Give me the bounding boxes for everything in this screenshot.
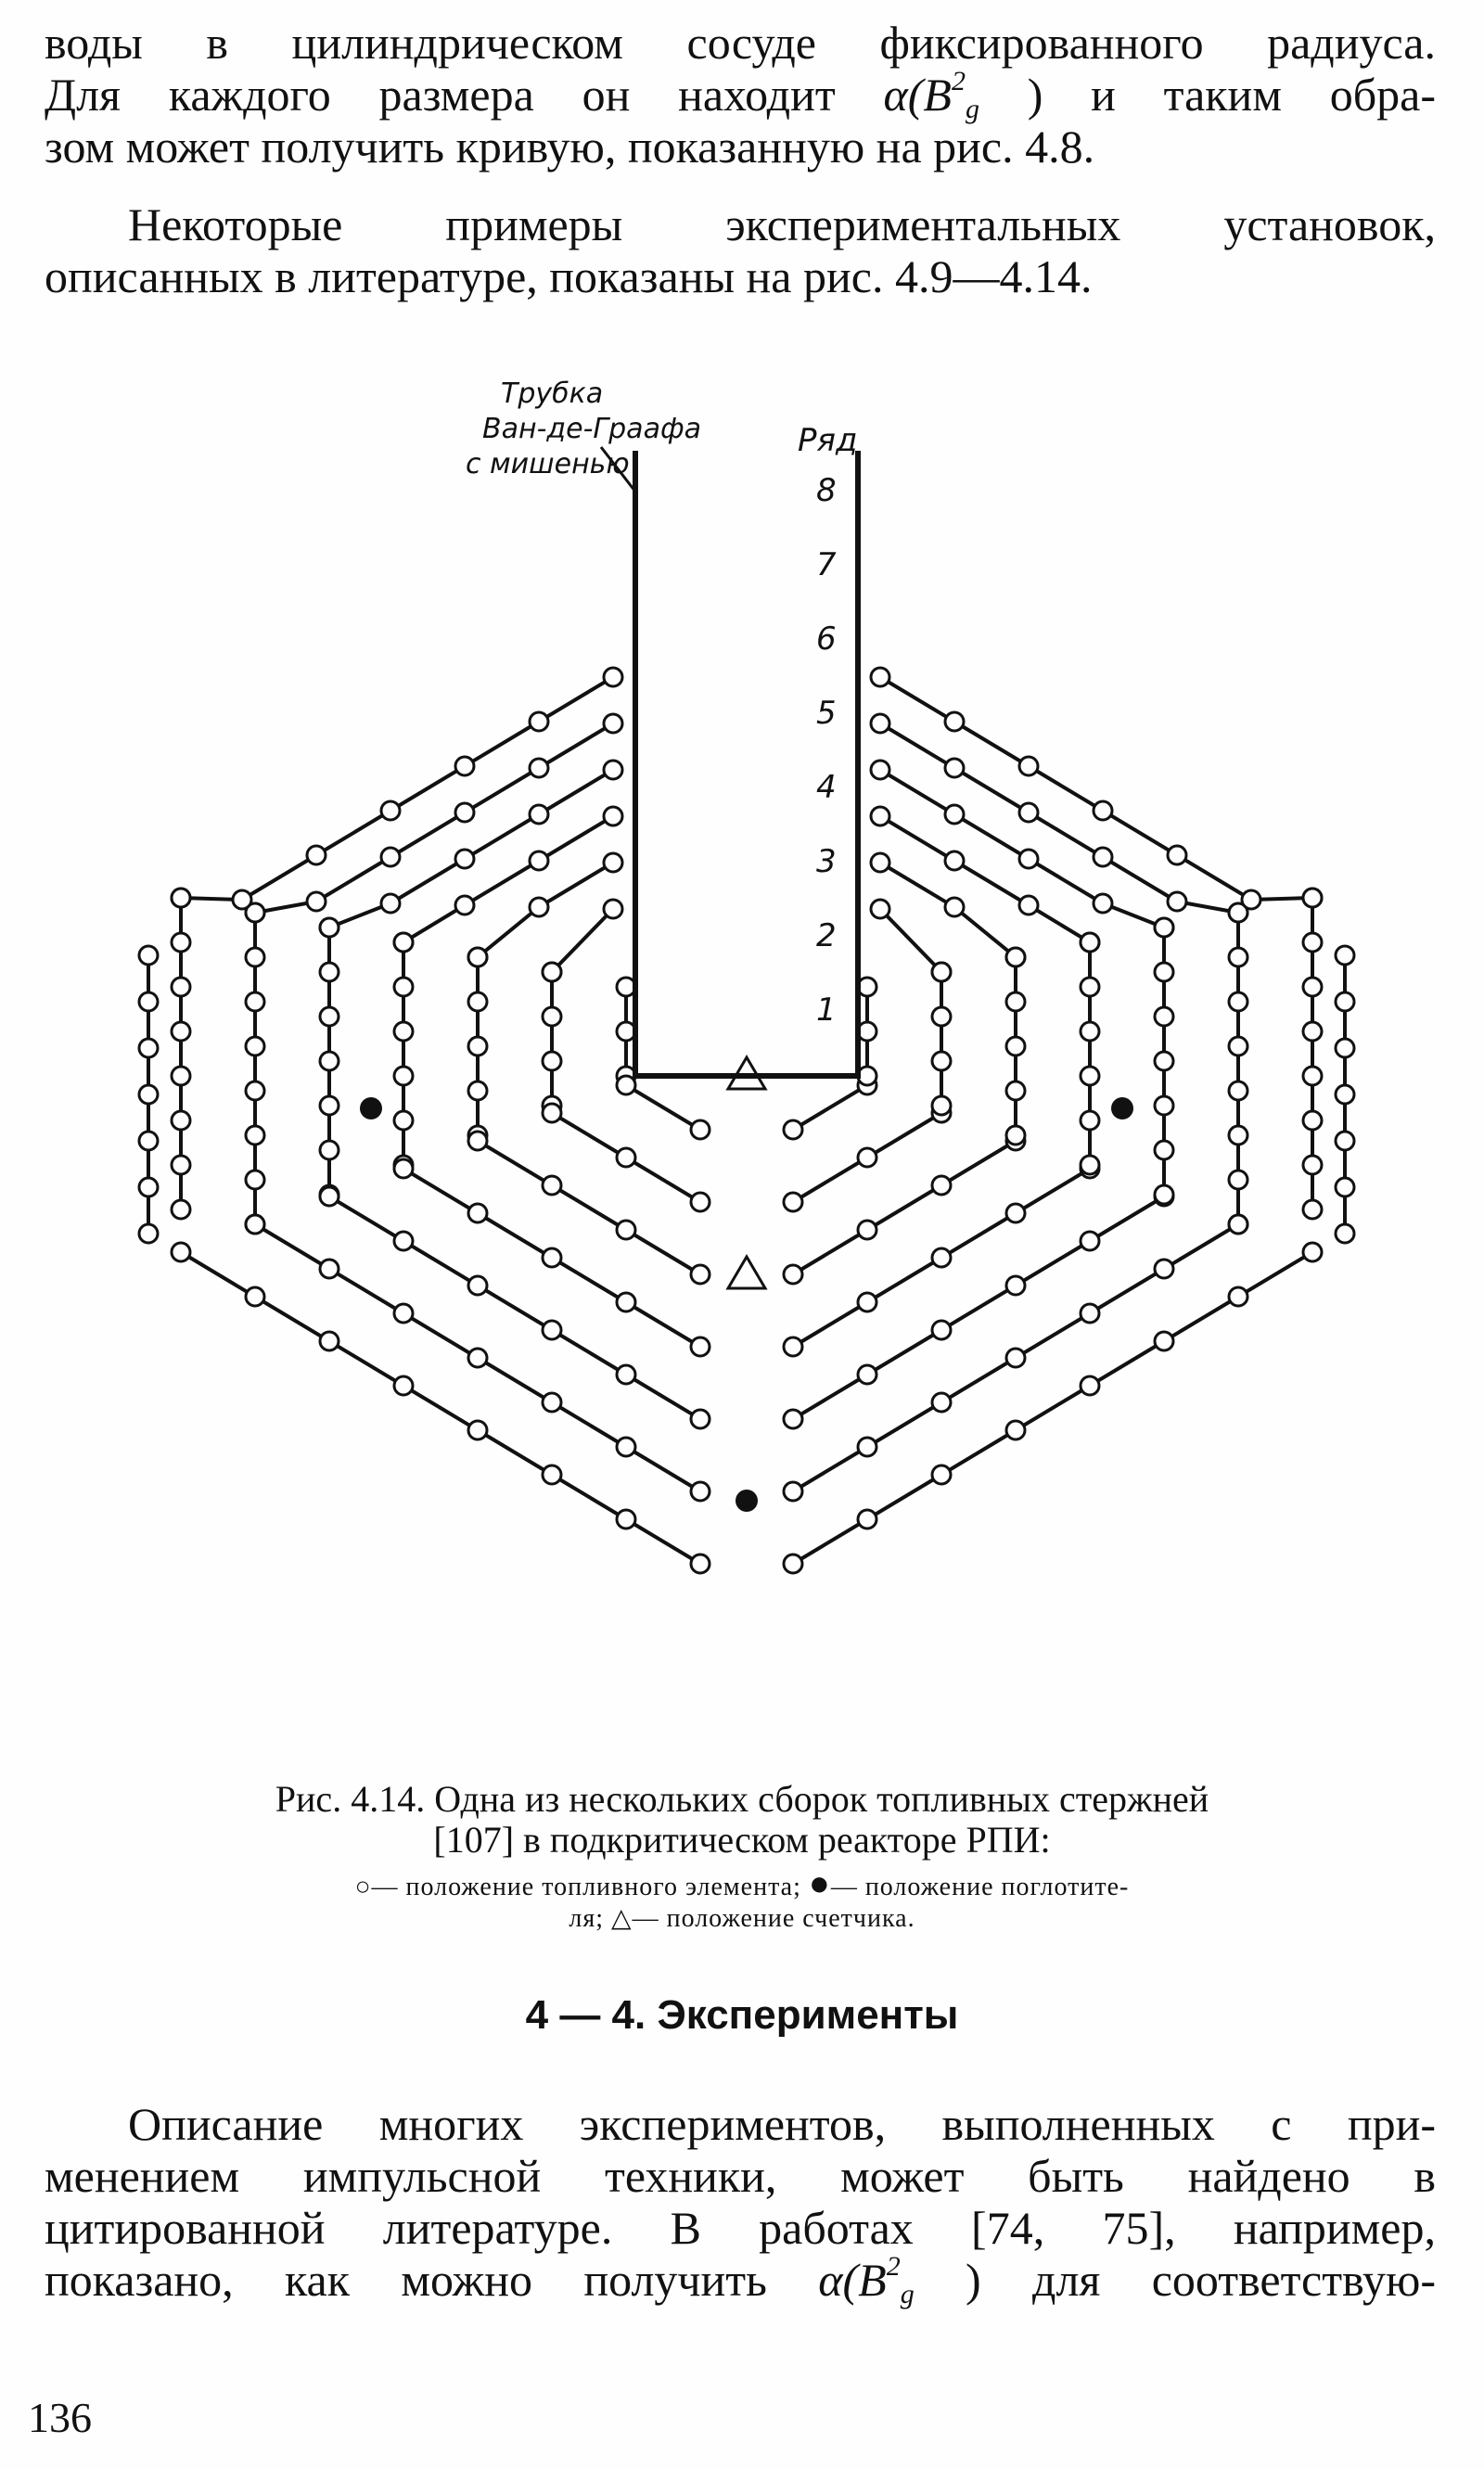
fuel-element-marker bbox=[320, 1260, 339, 1278]
fuel-element-marker bbox=[1081, 1156, 1099, 1174]
tube-label-line: с мишенью bbox=[466, 448, 630, 480]
fuel-element-marker bbox=[543, 1465, 561, 1484]
fuel-element-marker bbox=[932, 1176, 951, 1195]
fuel-element-marker bbox=[1006, 1349, 1025, 1367]
fuel-element-marker bbox=[139, 1178, 158, 1196]
fuel-element-marker bbox=[617, 1148, 635, 1167]
fuel-element-marker bbox=[691, 1410, 710, 1428]
fuel-element-marker bbox=[1303, 1156, 1322, 1174]
fuel-element-marker bbox=[1155, 1332, 1173, 1350]
fuel-element-marker bbox=[320, 1332, 339, 1350]
fuel-element-marker bbox=[871, 900, 889, 918]
fuel-element-marker bbox=[530, 759, 548, 777]
fuel-element-marker bbox=[468, 1276, 487, 1295]
text-line: Некоторые примеры экспериментальных установок, bbox=[128, 198, 1436, 250]
fuel-element-marker bbox=[1168, 892, 1186, 911]
fuel-element-marker bbox=[1303, 1243, 1322, 1261]
fuel-element-marker bbox=[604, 714, 622, 733]
fuel-element-marker bbox=[246, 1081, 264, 1100]
fuel-element-marker bbox=[1155, 1096, 1173, 1115]
fuel-element-marker bbox=[1155, 1007, 1173, 1026]
fuel-element-marker bbox=[871, 714, 889, 733]
fuel-element-marker bbox=[246, 1171, 264, 1189]
fuel-element-marker bbox=[1336, 1224, 1354, 1243]
fuel-element-marker bbox=[871, 668, 889, 686]
page-number: 136 bbox=[28, 2394, 92, 2441]
fuel-element-marker bbox=[604, 761, 622, 779]
row-number: 6 bbox=[816, 620, 837, 658]
fuel-element-marker bbox=[858, 1221, 876, 1239]
fuel-element-marker bbox=[1229, 1215, 1247, 1234]
fuel-element-marker bbox=[172, 933, 190, 952]
text-line: цитированной литературе. В работах [74, 75], например, bbox=[45, 2202, 1436, 2254]
fuel-element-marker bbox=[1303, 1111, 1322, 1130]
fuel-element-marker bbox=[871, 807, 889, 825]
absorber-marker bbox=[360, 1097, 382, 1119]
fuel-element-marker bbox=[617, 1510, 635, 1529]
fuel-element-marker bbox=[320, 1007, 339, 1026]
absorber-marker bbox=[736, 1490, 758, 1512]
fuel-element-marker bbox=[691, 1554, 710, 1573]
fuel-element-marker bbox=[139, 1132, 158, 1150]
fuel-element-marker bbox=[172, 1156, 190, 1174]
fuel-element-marker bbox=[246, 948, 264, 966]
fuel-element-marker bbox=[858, 1365, 876, 1384]
fuel-element-marker bbox=[381, 894, 400, 913]
fuel-element-marker bbox=[617, 1365, 635, 1384]
fuel-element-marker bbox=[530, 898, 548, 916]
fuel-element-marker bbox=[691, 1193, 710, 1211]
fuel-element-marker bbox=[139, 946, 158, 965]
fuel-element-marker bbox=[543, 1393, 561, 1412]
text-line: менением импульсной техники, может быть найдено в bbox=[45, 2150, 1436, 2202]
fuel-element-marker bbox=[604, 807, 622, 825]
fuel-element-marker bbox=[468, 1204, 487, 1222]
van-de-graaff-tube bbox=[601, 447, 858, 1076]
fuel-element-marker bbox=[691, 1337, 710, 1356]
figure-legend bbox=[139, 1864, 1345, 1935]
legend-fuel-text: — положение топливного элемента; bbox=[371, 1873, 801, 1901]
legend-counter-text: — положение счетчика. bbox=[632, 1904, 915, 1933]
fuel-element-marker bbox=[543, 963, 561, 981]
fuel-element-marker bbox=[172, 889, 190, 907]
triangle-symbol: △ bbox=[611, 1904, 633, 1933]
fuel-element-marker bbox=[468, 948, 487, 966]
fuel-element-marker bbox=[246, 1037, 264, 1055]
fuel-element-marker bbox=[394, 933, 413, 952]
fuel-element-marker bbox=[1006, 948, 1025, 966]
fuel-element-marker bbox=[320, 1052, 339, 1070]
fuel-element-marker bbox=[858, 1438, 876, 1456]
row-header: Ряд bbox=[798, 422, 858, 459]
fuel-element-marker bbox=[1336, 1039, 1354, 1057]
fuel-element-marker bbox=[307, 892, 326, 911]
fuel-element-marker bbox=[394, 1159, 413, 1178]
fuel-assembly-diagram bbox=[111, 362, 1373, 1734]
legend-absorber-text: — положение поглотите- bbox=[830, 1873, 1130, 1901]
fuel-element-marker bbox=[932, 1248, 951, 1267]
row-number: 1 bbox=[816, 991, 837, 1029]
fuel-element-marker bbox=[1019, 803, 1038, 822]
fuel-element-marker bbox=[394, 1232, 413, 1250]
text-line: Для каждого размера он находит $\alpha(B^2_g$ ) и таким обра- bbox=[45, 66, 1436, 124]
fuel-element-marker bbox=[691, 1120, 710, 1139]
fuel-element-marker bbox=[543, 1248, 561, 1267]
fuel-element-marker bbox=[932, 1007, 951, 1026]
fuel-element-marker bbox=[1229, 1287, 1247, 1306]
fuel-element-marker bbox=[858, 1148, 876, 1167]
fuel-element-marker bbox=[468, 1081, 487, 1100]
fuel-element-marker bbox=[1303, 978, 1322, 996]
fuel-element-marker bbox=[543, 1007, 561, 1026]
fuel-element-marker bbox=[139, 1224, 158, 1243]
fuel-element-marker bbox=[139, 1085, 158, 1104]
fuel-element-marker bbox=[945, 759, 964, 777]
fuel-element-marker bbox=[1336, 1178, 1354, 1196]
fuel-element-marker bbox=[617, 1293, 635, 1311]
fuel-element-marker bbox=[1094, 894, 1112, 913]
fuel-element-marker bbox=[784, 1265, 802, 1284]
fuel-element-marker bbox=[1081, 933, 1099, 952]
fuel-element-marker bbox=[307, 846, 326, 864]
fuel-element-marker bbox=[1336, 1132, 1354, 1150]
fuel-element-marker bbox=[455, 803, 474, 822]
fuel-element-marker bbox=[945, 851, 964, 870]
fuel-element-marker bbox=[1081, 1022, 1099, 1041]
counter-marker bbox=[728, 1257, 765, 1288]
fuel-element-marker bbox=[1094, 848, 1112, 866]
fuel-element-marker bbox=[172, 978, 190, 996]
fuel-element-marker bbox=[543, 1052, 561, 1070]
fuel-element-marker bbox=[871, 761, 889, 779]
fuel-element-marker bbox=[691, 1482, 710, 1501]
fuel-element-marker bbox=[320, 1187, 339, 1206]
fuel-element-marker bbox=[604, 668, 622, 686]
fuel-element-marker bbox=[1155, 1185, 1173, 1204]
fuel-element-marker bbox=[1229, 1081, 1247, 1100]
fuel-element-marker bbox=[1303, 889, 1322, 907]
fuel-element-marker bbox=[1229, 1126, 1247, 1145]
fuel-element-marker bbox=[858, 1510, 876, 1529]
fuel-element-marker bbox=[945, 712, 964, 731]
open-circle-symbol: ○ bbox=[354, 1873, 372, 1901]
tube-label-line: Трубка bbox=[501, 377, 604, 410]
fuel-element-marker bbox=[394, 1304, 413, 1323]
tube-label bbox=[466, 377, 701, 480]
fuel-element-marker bbox=[1155, 963, 1173, 981]
fuel-element-marker bbox=[932, 1465, 951, 1484]
text-line: Описание многих экспериментов, выполненных с при- bbox=[128, 2098, 1436, 2150]
fuel-element-marker bbox=[784, 1120, 802, 1139]
fuel-element-marker bbox=[784, 1337, 802, 1356]
fuel-element-marker bbox=[246, 1215, 264, 1234]
fuel-element-marker bbox=[1081, 1111, 1099, 1130]
fuel-element-marker bbox=[381, 801, 400, 820]
filled-circle-symbol: ● bbox=[808, 1864, 831, 1903]
fuel-element-marker bbox=[468, 1349, 487, 1367]
tube-label-line: Ван-де-Граафа bbox=[482, 413, 701, 445]
row-number: 4 bbox=[816, 769, 837, 806]
alpha-formula: $\alpha(B^2_g$ bbox=[883, 66, 979, 124]
fuel-element-marker bbox=[394, 1022, 413, 1041]
fuel-element-marker bbox=[1081, 1304, 1099, 1323]
fuel-element-marker bbox=[932, 963, 951, 981]
fuel-element-marker bbox=[1006, 1126, 1025, 1145]
fuel-element-marker bbox=[1229, 1171, 1247, 1189]
fuel-element-marker bbox=[1303, 1022, 1322, 1041]
fuel-element-marker bbox=[1019, 896, 1038, 915]
fuel-element-marker bbox=[1229, 948, 1247, 966]
fuel-element-marker bbox=[246, 1287, 264, 1306]
paragraph-examples bbox=[45, 198, 1436, 302]
fuel-element-marker bbox=[932, 1393, 951, 1412]
fuel-element-marker bbox=[1303, 1200, 1322, 1219]
fuel-element-marker bbox=[320, 1096, 339, 1115]
row-number-labels bbox=[816, 472, 837, 1029]
fuel-element-marker bbox=[1229, 992, 1247, 1011]
fuel-element-marker bbox=[320, 918, 339, 937]
fuel-element-marker bbox=[1081, 1376, 1099, 1395]
fuel-element-markers bbox=[139, 668, 1354, 1573]
fuel-element-marker bbox=[1094, 801, 1112, 820]
fuel-element-marker bbox=[543, 1104, 561, 1122]
fuel-element-marker bbox=[1155, 1260, 1173, 1278]
fuel-element-marker bbox=[945, 898, 964, 916]
fuel-element-marker bbox=[1155, 918, 1173, 937]
fuel-element-marker bbox=[530, 712, 548, 731]
fuel-element-marker bbox=[468, 1132, 487, 1150]
fuel-element-marker bbox=[139, 992, 158, 1011]
fuel-element-marker bbox=[543, 1321, 561, 1339]
row-number: 5 bbox=[816, 695, 837, 732]
fuel-element-marker bbox=[1336, 992, 1354, 1011]
fuel-element-marker bbox=[381, 848, 400, 866]
fuel-element-marker bbox=[394, 978, 413, 996]
fuel-element-marker bbox=[871, 853, 889, 872]
row-number: 3 bbox=[816, 843, 837, 880]
fuel-element-marker bbox=[784, 1193, 802, 1211]
legend-absorber-text-end: ля; bbox=[569, 1904, 605, 1933]
fuel-element-chains bbox=[148, 677, 1345, 1564]
fuel-element-marker bbox=[1006, 1081, 1025, 1100]
fuel-element-marker bbox=[455, 896, 474, 915]
fuel-element-marker bbox=[1336, 1085, 1354, 1104]
fuel-element-marker bbox=[784, 1554, 802, 1573]
fuel-element-marker bbox=[455, 757, 474, 775]
paragraph-experiments bbox=[45, 2098, 1437, 2309]
paragraph-top bbox=[45, 17, 1436, 173]
fuel-element-marker bbox=[1336, 946, 1354, 965]
fuel-element-marker bbox=[1019, 757, 1038, 775]
fuel-element-marker bbox=[1303, 933, 1322, 952]
row-number: 2 bbox=[816, 917, 837, 954]
fuel-element-marker bbox=[604, 900, 622, 918]
fuel-element-marker bbox=[1019, 850, 1038, 868]
fuel-element-marker bbox=[1006, 992, 1025, 1011]
absorber-marker bbox=[1111, 1097, 1133, 1119]
alpha-formula: $\alpha(B^2_g$ bbox=[818, 2251, 915, 2309]
fuel-element-marker bbox=[1006, 1037, 1025, 1055]
fuel-element-marker bbox=[394, 1111, 413, 1130]
fuel-element-marker bbox=[784, 1482, 802, 1501]
fuel-element-marker bbox=[1081, 1067, 1099, 1085]
fuel-element-marker bbox=[1081, 978, 1099, 996]
fuel-element-marker bbox=[172, 1243, 190, 1261]
fuel-element-marker bbox=[617, 1221, 635, 1239]
caption-line: Рис. 4.14. Одна из нескольких сборок топливных стержней bbox=[275, 1778, 1209, 1820]
fuel-element-marker bbox=[172, 1022, 190, 1041]
fuel-element-marker bbox=[858, 1293, 876, 1311]
fuel-element-marker bbox=[320, 1141, 339, 1159]
fuel-element-marker bbox=[784, 1410, 802, 1428]
fuel-element-marker bbox=[1006, 1204, 1025, 1222]
text-line: описанных в литературе, показаны на рис. 4.9—4.14. bbox=[45, 250, 1093, 302]
fuel-element-marker bbox=[1168, 846, 1186, 864]
fuel-element-marker bbox=[1006, 1276, 1025, 1295]
fuel-element-marker bbox=[1155, 1052, 1173, 1070]
fuel-element-marker bbox=[320, 963, 339, 981]
fuel-element-marker bbox=[543, 1176, 561, 1195]
fuel-element-marker bbox=[1155, 1141, 1173, 1159]
fuel-element-marker bbox=[1303, 1067, 1322, 1085]
fuel-element-marker bbox=[139, 1039, 158, 1057]
figure-caption bbox=[130, 1779, 1354, 1861]
fuel-element-marker bbox=[604, 853, 622, 872]
text-line: воды в цилиндрическом сосуде фиксированного радиуса. bbox=[45, 17, 1436, 69]
fuel-element-marker bbox=[932, 1321, 951, 1339]
fuel-element-marker bbox=[468, 1037, 487, 1055]
fuel-element-marker bbox=[1081, 1232, 1099, 1250]
fuel-element-marker bbox=[1242, 890, 1260, 909]
fuel-element-marker bbox=[172, 1200, 190, 1219]
fuel-element-marker bbox=[246, 1126, 264, 1145]
fuel-element-marker bbox=[1006, 1421, 1025, 1439]
caption-line: [107] в подкритическом реакторе РПИ: bbox=[433, 1819, 1051, 1861]
fuel-element-marker bbox=[394, 1376, 413, 1395]
fuel-element-marker bbox=[617, 1438, 635, 1456]
text-line: зом может получить кривую, показанную на рис. 4.8. bbox=[45, 121, 1095, 173]
fuel-element-marker bbox=[468, 992, 487, 1011]
fuel-element-marker bbox=[394, 1067, 413, 1085]
fuel-element-marker bbox=[455, 850, 474, 868]
fuel-element-marker bbox=[945, 805, 964, 824]
fuel-element-marker bbox=[172, 1067, 190, 1085]
fuel-element-marker bbox=[1229, 1037, 1247, 1055]
fuel-element-marker bbox=[530, 851, 548, 870]
fuel-element-marker bbox=[932, 1052, 951, 1070]
text-line: показано, как можно получить $\alpha(B^2_g$ ) для соответствую- bbox=[45, 2251, 1437, 2309]
section-heading: 4 — 4. Эксперименты bbox=[525, 1992, 959, 2038]
fuel-element-marker bbox=[691, 1265, 710, 1284]
fuel-element-marker bbox=[932, 1096, 951, 1115]
fuel-element-marker bbox=[233, 890, 251, 909]
fuel-element-marker bbox=[246, 992, 264, 1011]
fuel-element-marker bbox=[530, 805, 548, 824]
fuel-element-marker bbox=[172, 1111, 190, 1130]
fuel-element-marker bbox=[468, 1421, 487, 1439]
row-number: 7 bbox=[816, 546, 837, 583]
row-number: 8 bbox=[816, 472, 837, 509]
